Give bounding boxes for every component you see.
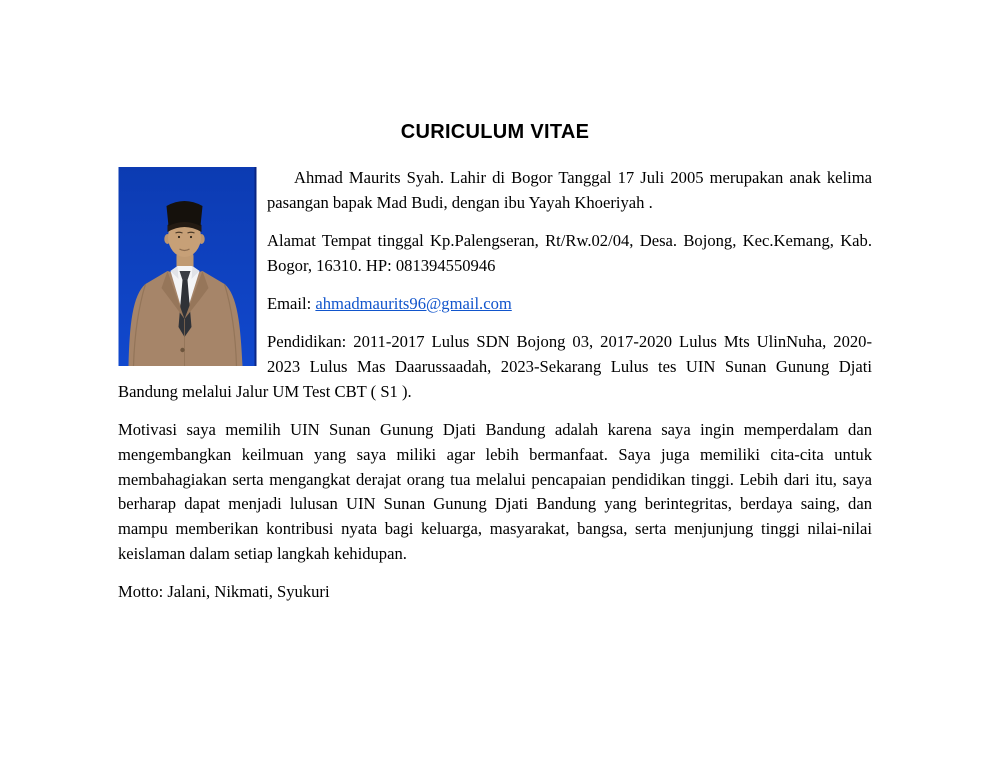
person-photo-illustration <box>118 167 257 366</box>
page-title: CURICULUM VITAE <box>400 121 590 143</box>
document-body <box>118 166 872 605</box>
paragraph-motivation: Motivasi saya memilih UIN Sunan Gunung Djati Bandung adalah karena saya ingin memperdalam dan mengembangkan keilmuan yang saya miliki agar lebih bermanfaat. Saya juga memiliki cita-cita untuk membahagiakan serta mengangkat derajat orang tua melalui pencapaian pendidikan tinggi. Lebih dari itu, saya berharap dapat menjadi lulusan UIN Sunan Gunung Djati Bandung yang berintegritas, berdaya saing, dan mampu memberikan kontribusi nyata bagi keluarga, masyarakat, bangsa, serta menjunjung tinggi nilai-nilai keislaman dalam setiap langkah kehidupan. <box>118 420 872 563</box>
paragraph-address: Alamat Tempat tinggal Kp.Palengseran, Rt/Rw.02/04, Desa. Bojong, Kec.Kemang, Kab. Bogor, 16310. HP: 081394550946 <box>267 231 872 275</box>
paragraph-motto: Motto: Jalani, Nikmati, Syukuri <box>118 582 330 601</box>
portrait-photo <box>118 167 257 366</box>
paragraph-intro: Ahmad Maurits Syah. Lahir di Bogor Tanggal 17 Juli 2005 merupakan anak kelima pasangan bapak Mad Budi, dengan ibu Yayah Khoeriyah . <box>267 168 872 212</box>
email-link[interactable]: ahmadmaurits96@gmail.com <box>315 294 512 313</box>
paragraph-education: Pendidikan: 2011-2017 Lulus SDN Bojong 03, 2017-2020 Lulus Mts UlinNuha, 2020-2023 Lulus Mas Daarussaadah, 2023-Sekarang Lulus tes UIN Sunan Gunung Djati Bandung melalui Jalur UM Test CBT ( S1 ). <box>118 332 872 401</box>
email-label: Email: <box>267 294 316 313</box>
